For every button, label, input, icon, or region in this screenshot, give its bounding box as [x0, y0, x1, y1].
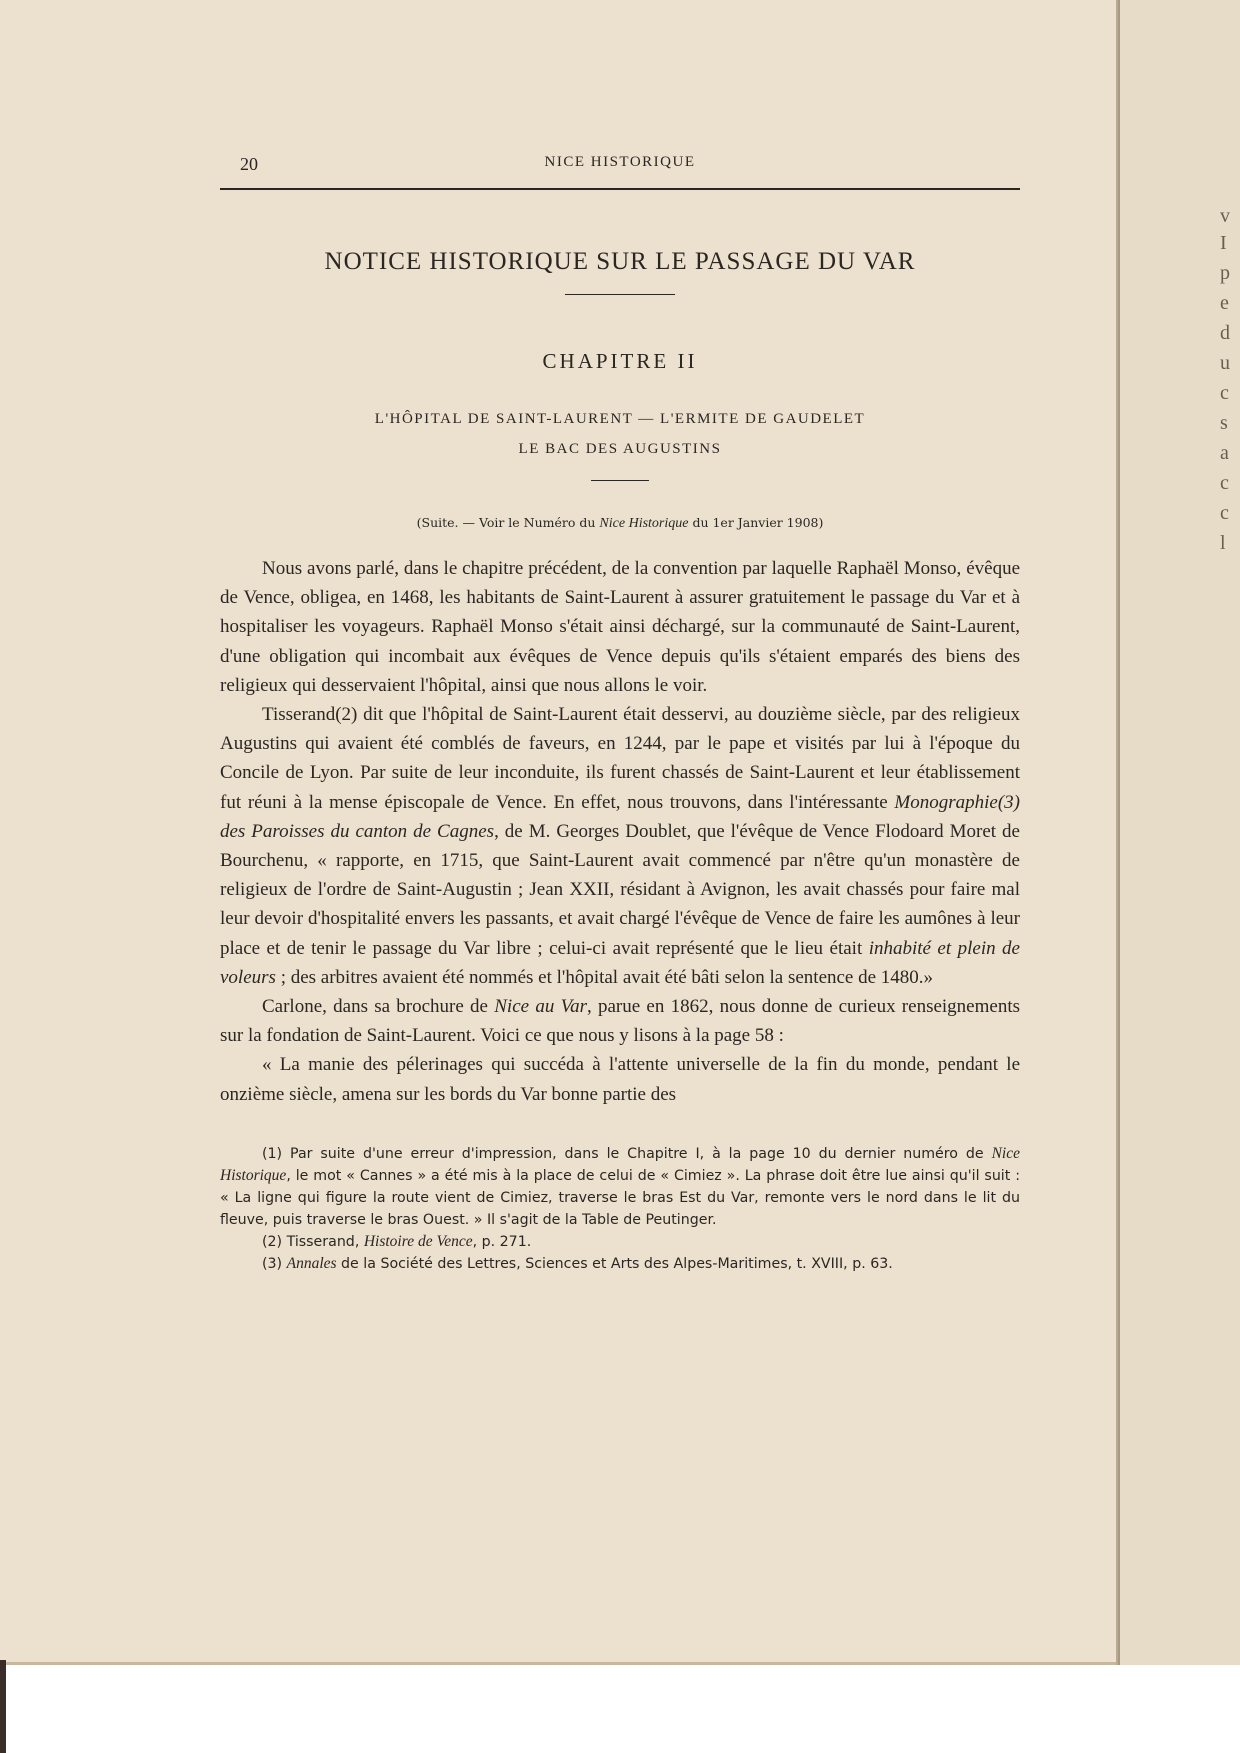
scan-edge — [0, 1660, 6, 1753]
article-title: NOTICE HISTORIQUE SUR LE PASSAGE DU VAR — [324, 248, 916, 275]
footnote: (3) Annales de la Société des Lettres, Sciences et Arts des Alpes-Maritimes, t. XVIII, p. 63. — [262, 1254, 893, 1272]
underlying-text-fragment: a — [1220, 442, 1229, 464]
footnotes — [220, 1143, 1020, 1275]
underlying-text-fragment: p — [1220, 262, 1230, 284]
chapter-heading: CHAPITRE II — [542, 349, 698, 373]
chapter-subtitle — [220, 404, 1020, 464]
paragraph: Nous avons parlé, dans le chapitre précédent, de la convention par laquelle Raphaël Monso, évêque de Vence, obligea, en 1468, les habitants de Saint-Laurent à assurer gratuitement le passage du Var et à hospitaliser les voyageurs. Raphaël Monso s'était ainsi déchargé, sur la communauté de Saint-Laurent, d'une obligation qui incombait aux évêques de Vence depuis qu'ils s'étaient emparés des biens des religieux qui desservaient l'hôpital, ainsi que nous allons le voir. — [220, 558, 1020, 696]
underlying-text-fragment: s — [1220, 412, 1228, 434]
paragraph: Carlone, dans sa brochure de Nice au Var, parue en 1862, nous donne de curieux renseignements sur la fondation de Saint-Laurent. Voici ce que nous y lisons à la page 58 : — [220, 996, 1020, 1047]
chapter-divider — [591, 480, 649, 481]
paragraph: Tisserand(2) dit que l'hôpital de Saint-Laurent était desservi, au douzième siècle, par des religieux Augustins qui avaient été comblés de faveurs, en 1244, par le pape et visités par lui à l'époque du Concile de Lyon. Par suite de leur inconduite, ils furent chassés de Saint-Laurent et leur établissement fut réuni à la mense épiscopale de Vence. En effet, nous trouvons, dans l'intéressante Monographie(3) des Paroisses du canton de Cagnes, de M. Georges Doublet, que l'évêque de Vence Flodoard Moret de Bourchenu, « rapporte, en 1715, que Saint-Laurent avait commencé par n'être qu'un monastère de religieux de l'ordre de Saint-Augustin ; Jean XXII, résidant à Avignon, les avait chassés pour faire mal leur devoir d'hospitalité envers les passants, et avait chargé l'évêque de Vence de faire les aumônes à leur place et de tenir le passage du Var libre ; celui-ci avait représenté que le lieu était inhabité et plein de voleurs ; des arbitres avaient été nommés et l'hôpital avait été bâti selon la sentence de 1480.» — [220, 704, 1020, 988]
journal-name: Nice Historique — [599, 516, 689, 531]
header-rule — [220, 188, 1020, 190]
title-divider — [565, 294, 675, 295]
running-title: NICE HISTORIQUE — [544, 154, 696, 170]
article-body — [220, 554, 1020, 1109]
underlying-text-fragment: l — [1220, 532, 1226, 554]
underlying-text-fragment: c — [1220, 472, 1229, 494]
underlying-text-fragment: u — [1220, 352, 1230, 374]
underlying-text-fragment: e — [1220, 292, 1229, 314]
underlying-text-fragment: v — [1220, 205, 1230, 227]
underlying-page-edge — [1118, 0, 1240, 1665]
paragraph: « La manie des pélerinages qui succéda à l'attente universelle de la fin du monde, pendant le onzième siècle, amena sur les bords du Var bonne partie des — [220, 1054, 1020, 1105]
footnote: (1) Par suite d'une erreur d'impression, dans le Chapitre I, à la page 10 du dernier numéro de Nice Historique, le mot « Cannes » a été mis à la place de celui de « Cimiez ». La phrase doit être lue ainsi qu'il suit : « La ligne qui figure la route vient de Cimiez, traverse le bras Est du Var, remonte vers le nord dans le lit du fleuve, puis traverse le bras Ouest. » Il s'agit de la Table de Peutinger. — [220, 1144, 1020, 1228]
running-header — [220, 148, 1020, 176]
footnote: (2) Tisserand, Histoire de Vence, p. 271. — [262, 1232, 532, 1250]
underlying-text-fragment: c — [1220, 502, 1229, 524]
underlying-text-fragment: I — [1220, 232, 1227, 254]
underlying-text-fragment: c — [1220, 382, 1229, 404]
page-content — [220, 148, 1020, 1275]
page-number: 20 — [240, 154, 258, 174]
underlying-text-fragment: d — [1220, 322, 1230, 344]
subtitle-line: LE BAC DES AUGUSTINS — [518, 441, 722, 457]
continuation-note: (Suite. — Voir le Numéro du Nice Historique du 1er Janvier 1908) — [416, 515, 824, 531]
subtitle-line: L'HÔPITAL DE SAINT-LAURENT — L'ERMITE DE GAUDELET — [374, 411, 866, 427]
